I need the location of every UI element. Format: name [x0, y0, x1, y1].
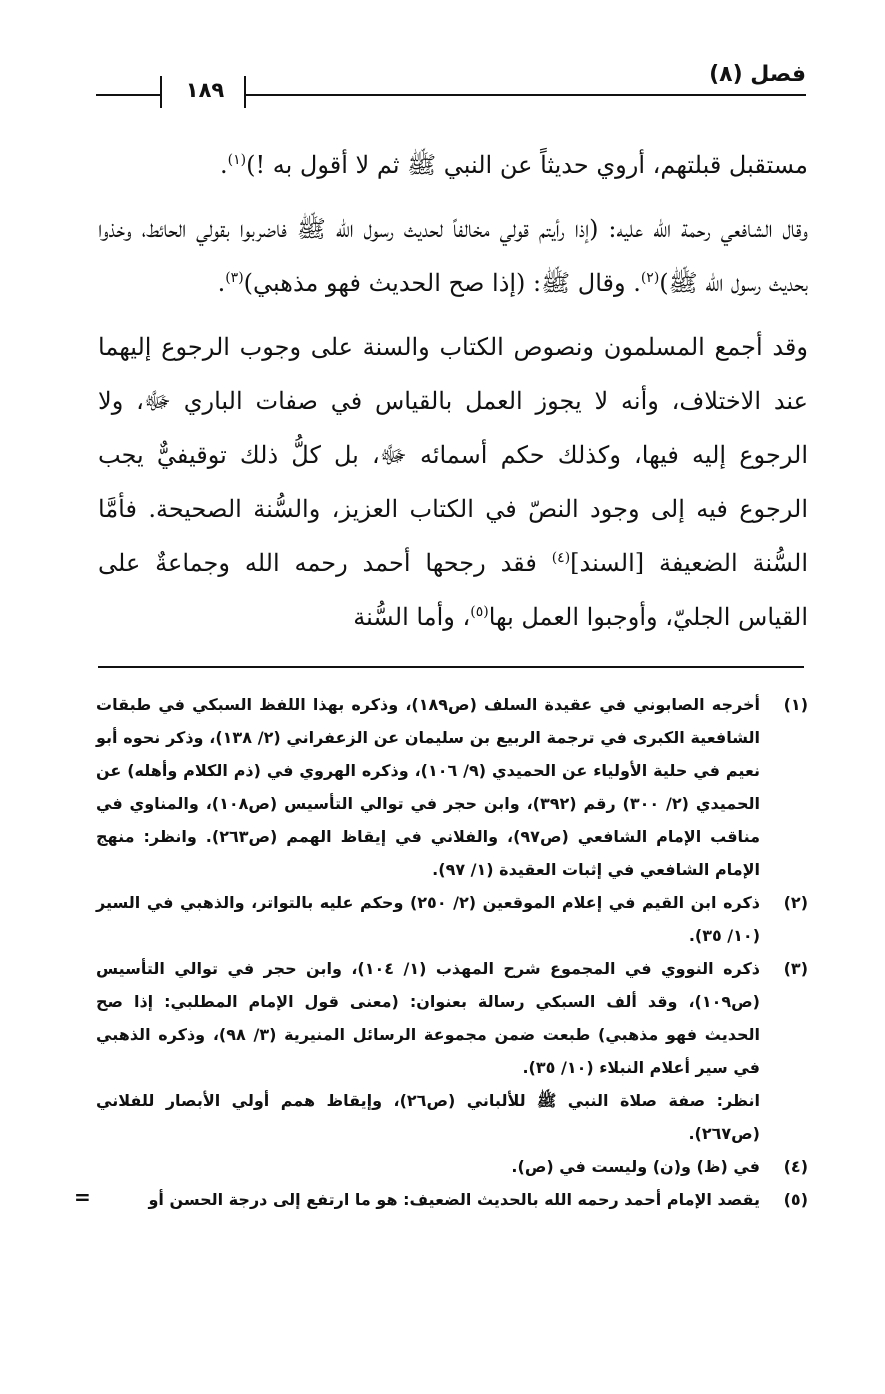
body-paragraph [98, 202, 808, 310]
footnote [96, 952, 808, 1084]
footnote-number: (٥) [783, 1190, 808, 1209]
header-rule-tick [160, 76, 162, 108]
footnote-number: (٣) [783, 959, 808, 978]
footnote-number: (٢) [783, 893, 808, 912]
continuation-mark: = [74, 1185, 91, 1209]
footnote-ref[interactable]: (٥) [470, 604, 489, 620]
footnote-extra: انظر: صفة صلاة النبي ﷺ للألباني (ص٢٦)، وإيقاظ همم أولي الأبصار للفلاني (ص٢٦٧). [96, 1091, 760, 1143]
body-paragraph [98, 320, 808, 644]
chapter-title: فصل (٨) [709, 62, 806, 87]
footnotes [74, 688, 808, 1216]
footnote-text: في (ظ) و(ن) وليست في (ص). [511, 1157, 760, 1176]
footnote-ref[interactable]: (١) [227, 152, 247, 168]
footnote-text: ذكره النووي في المجموع شرح المهذب (١/ ١٠٤)، وابن حجر في توالي التأسيس (ص١٠٩)، وقد ألف السبكي رسالة بعنوان: (معنى قول الإمام المطلبي: إذا صح الحديث فهو مذهبي) طبعت ضمن مجموعة الرسائل المنيرية (٣/ ٩٨)، وذكره الذهبي في سير أعلام النبلاء (١٠/ ٣٥). [96, 959, 761, 1077]
footnote-text: أخرجه الصابوني في عقيدة السلف (ص١٨٩)، وذكره بهذا اللفظ السبكي في طبقات الشافعية الكبرى في ترجمة الربيع بن سليمان عن الزعفراني (٢/ ١٣٨)، وذكر نحوه أبو نعيم في حلية الأولياء عن الحميدي (٩/ ١٠٦)، وذكره الهروي في (ذم الكلام وأهله) عن الحميدي (٢/ ٣٠٠) رقم (٣٩٢)، وابن حجر في توالي التأسيس (ص١٠٨)، والمناوي في مناقب الإمام الشافعي (ص٩٧)، والفلاني في إيقاظ الهمم (ص٢٦٣). وانظر: منهج الإمام الشافعي في إثبات العقيدة (١/ ٩٧). [96, 695, 761, 879]
header-rule [244, 94, 806, 96]
paragraph-text-tail: . [217, 269, 226, 297]
paragraph-text-tail: . [220, 151, 228, 179]
paragraph-text: فقد رجحها أحمد رحمه الله وجماعةٌ على القياس الجليّ، وأوجبوا العمل بها [98, 549, 808, 631]
footnote [96, 1150, 808, 1183]
footnote [74, 1183, 808, 1216]
footnote-text: ذكره ابن القيم في إعلام الموقعين (٢/ ٢٥٠) وحكم عليه بالتواتر، والذهبي في السير (١٠/ ٣٥). [96, 893, 761, 945]
main-text [98, 138, 808, 644]
footnote-text: يقصد الإمام أحمد رحمه الله بالحديث الضعيف: هو ما ارتفع إلى درجة الحسن أو [148, 1190, 760, 1209]
paragraph-text: . وقال ﷺ: (إذا صح الحديث فهو مذهبي) [243, 269, 641, 297]
paragraph-text: وقد أجمع المسلمون ونصوص الكتاب والسنة على وجوب الرجوع إليهما عند الاختلاف، وأنه لا يجوز العمل بالقياس في صفات الباري ﷻ، ولا الرجوع إليه فيها، وكذلك حكم أسمائه ﷻ، بل كلُّ ذلك توقيفيٌّ يجب الرجوع فيه إلى وجود النصّ في الكتاب العزيز، والسُّنة الصحيحة. فأمَّا السُّنة الضعيفة [السند] [98, 333, 808, 577]
page-header [96, 62, 806, 114]
body-paragraph [98, 138, 808, 192]
footnote-ref[interactable]: (٣) [225, 270, 244, 286]
page-number: ١٨٩ [185, 78, 225, 102]
footnote-number: (٤) [783, 1157, 808, 1176]
paragraph-text: وقال الشافعي رحمة الله عليه: (إذا رأيتم قولي مخالفاً لحديث رسول الله ﷺ فاضربوا بقولي الحائط، وخذوا بحديث رسول الله ﷺ) [98, 215, 808, 297]
footnote [96, 688, 808, 886]
footnote-number: (١) [783, 695, 808, 714]
footnote-ref[interactable]: (٢) [640, 270, 660, 286]
footnote [96, 886, 808, 952]
header-rule-short [96, 94, 160, 96]
paragraph-text-tail: ، وأما السُّنة [353, 603, 471, 631]
footnote-divider [98, 666, 804, 668]
header-rule-tick [244, 76, 246, 108]
paragraph-text: مستقبل قبلتهم، أروي حديثاً عن النبي ﷺ ثم لا أقول به !) [246, 151, 808, 179]
footnote-ref[interactable]: (٤) [551, 550, 571, 566]
